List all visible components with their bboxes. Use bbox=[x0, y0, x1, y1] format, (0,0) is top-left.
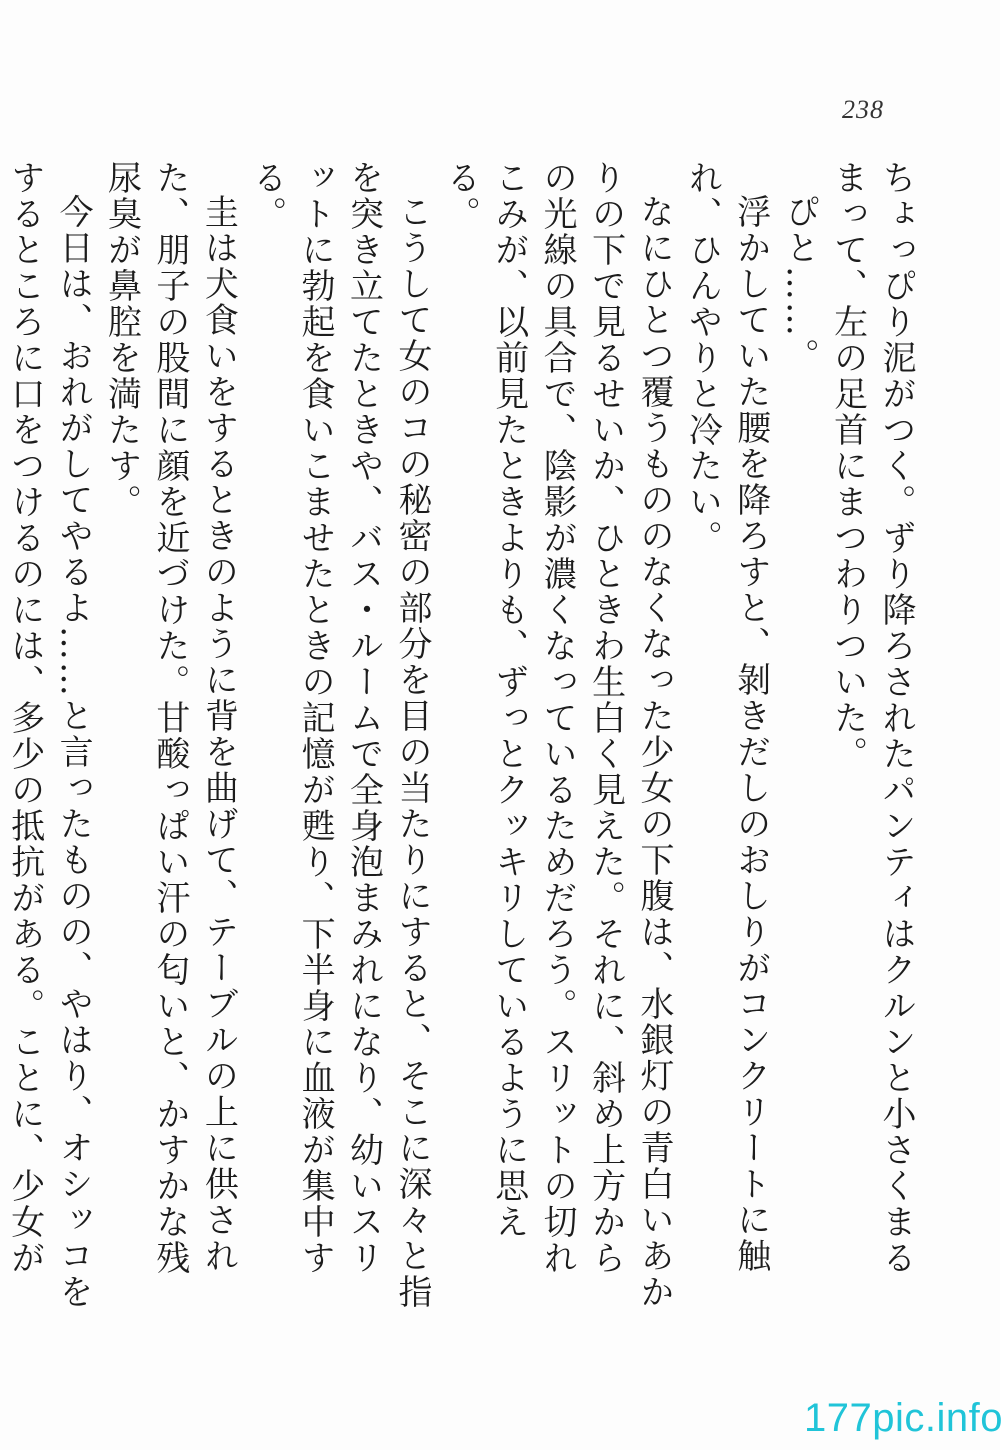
paragraph-7: 今日は、おれがしてやるよ……と言ったものの、やはり、オシッコをするところに口をつけるのには、多少の抵抗がある。ことに、少女が bbox=[4, 160, 94, 1310]
paragraph-6: 圭は犬食いをするときのように背を曲げて、テーブルの上に供された、朋子の股間に顔を近づけた。甘酸っぱい汗の匂いと、かすかな残尿臭が鼻腔を満たす。 bbox=[101, 160, 239, 1276]
body-text bbox=[4, 160, 920, 1310]
paragraph-4: なにひとつ覆うもののなくなった少女の下腹は、水銀灯の青白いあかりの下で見るせいか、ひときわ生白く見えた。それに、斜め上方からの光線の具合で、陰影が濃くなっているためだろう。スリットの切れこみが、以前見たときよりも、ずっとクッキリしているように思える。 bbox=[440, 160, 674, 1310]
paragraph-3: 浮かしていた腰を降ろすと、剝きだしのおしりがコンクリートに触れ、ひんやりと冷たい。 bbox=[682, 160, 771, 1274]
paragraph-5: こうして女のコの秘密の部分を目の当たりにすると、そこに深々と指を突き立てたときや、バス・ルームで全身泡まみれになり、幼いスリットに勃起を食いこませたときの記憶が甦り、下半身に血液が集中する。 bbox=[246, 160, 432, 1310]
paragraph-1: ちょっぴり泥がつく。ずり降ろされたパンティはクルンと小さくまるまって、左の足首にまつわりついた。 bbox=[827, 160, 916, 1276]
paragraph-2: ぴと……。 bbox=[779, 194, 820, 374]
watermark: 177pic.info bbox=[804, 1396, 1003, 1440]
page-number: 238 bbox=[842, 95, 884, 124]
